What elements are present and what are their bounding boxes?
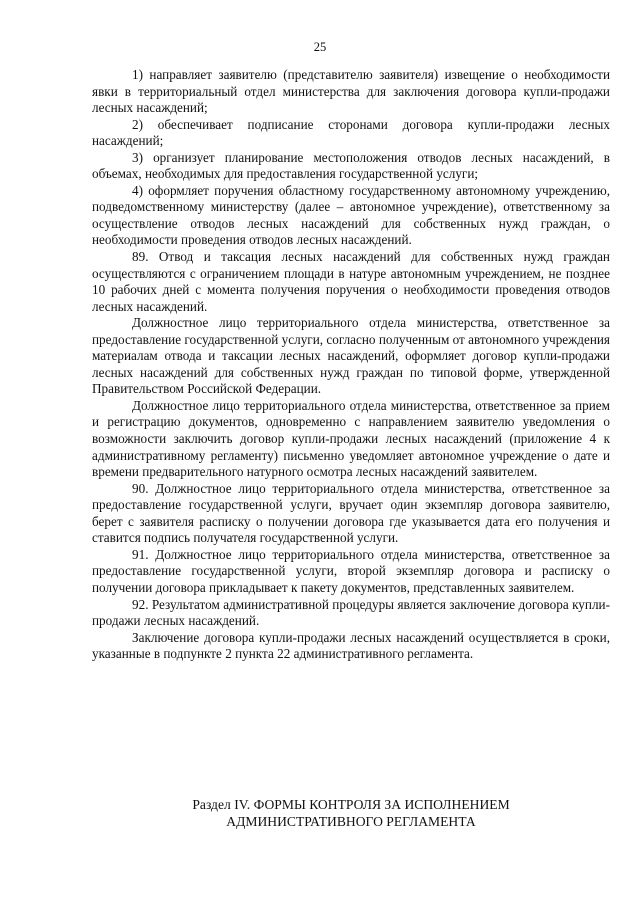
paragraph-clause-90: 90. Должностное лицо территориального отдела министерства, ответственное за предоставление государственной услуги, вручает один экземпляр договора заявителю, берет с заявителя расписку о получении договора где указывается дата его получения и ставится подпись получателя государственной услуги.: [92, 480, 610, 546]
paragraph-item-1: 1) направляет заявителю (представителю заявителя) извещение о необходимости явки в территориальный отдел министерства для заключения договора купли-продажи лесных насаждений;: [92, 67, 610, 116]
paragraph-official-notification: Должностное лицо территориального отдела министерства, ответственное за прием и регистрацию документов, одновременно с направлением заявителю уведомления о возможности заключить договор купли-продажи лесных насаждений (приложение 4 к административному регламенту) письменно уведомляет автономное учреждение о дате и времени предварительного натурного осмотра лесных насаждений заявителем.: [92, 397, 610, 480]
paragraph-clause-89: 89. Отвод и таксация лесных насаждений для собственных нужд граждан осуществляются с ограничением площади в натуре автономным учреждением, не позднее 10 рабочих дней с момента получения поручения о необходимости проведения отводов лесных насаждений.: [92, 249, 610, 314]
paragraph-item-3: 3) организует планирование местоположения отводов лесных насаждений, в объемах, необходимых для предоставления государственной услуги;: [92, 149, 610, 182]
section-heading-line-2: АДМИНИСТРАТИВНОГО РЕГЛАМЕНТА: [226, 814, 476, 829]
section-heading: [92, 796, 610, 830]
paragraph-clause-91: 91. Должностное лицо территориального отдела министерства, ответственное за предоставление государственной услуги, второй экземпляр договора и расписку о получении договора прикладывает к пакету документов, представленных заявителем.: [92, 546, 610, 595]
paragraph-official-contract: Должностное лицо территориального отдела министерства, ответственное за предоставление государственной услуги, согласно полученным от автономного учреждения материалам отвода и таксации лесных насаждений, оформляет договор купли-продажи лесных насаждений для собственных нужд граждан по типовой форме, утвержденной Правительством Российской Федерации.: [92, 315, 610, 397]
paragraph-item-4: 4) оформляет поручения областному государственному автономному учреждению, подведомственному министерству (далее – автономное учреждение), ответственному за осуществление отводов лесных насаждений для собственных нужд граждан, о необходимости проведения отводов лесных насаждений.: [92, 182, 610, 248]
paragraph-item-2: 2) обеспечивает подписание сторонами договора купли-продажи лесных насаждений;: [92, 116, 610, 149]
document-body: [92, 67, 610, 663]
paragraph-clause-92: 92. Результатом административной процедуры является заключение договора купли-продажи лесных насаждений.: [92, 596, 610, 629]
page-number: 25: [313, 40, 327, 54]
section-heading-line-1: Раздел IV. ФОРМЫ КОНТРОЛЯ ЗА ИСПОЛНЕНИЕМ: [192, 797, 510, 812]
paragraph-conclusion: Заключение договора купли-продажи лесных насаждений осуществляется в сроки, указанные в подпункте 2 пункта 22 административного регламента.: [92, 629, 610, 662]
